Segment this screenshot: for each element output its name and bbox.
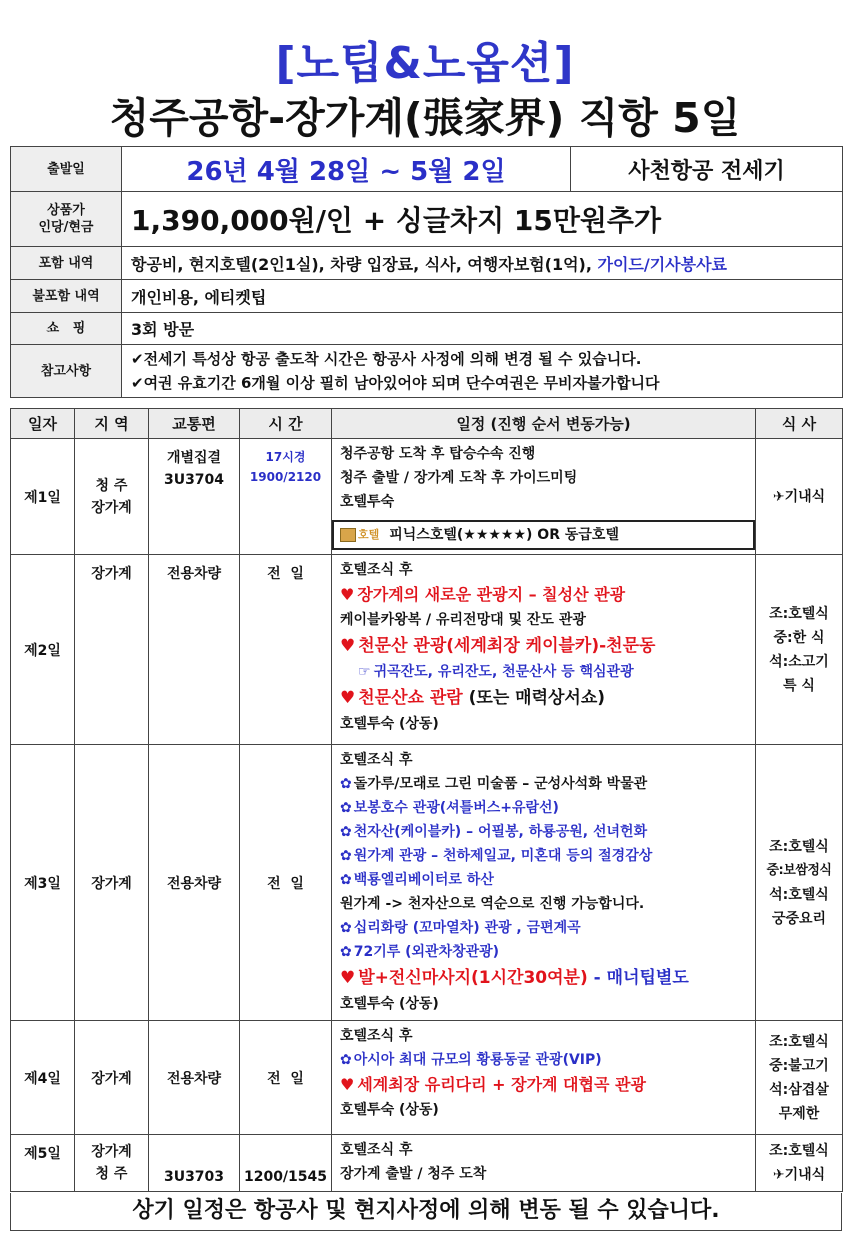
excluded-row [11, 280, 843, 313]
meal-line: 궁중요리 [771, 910, 827, 927]
schedule-line: ✿ 십리화랑 (꼬마열차) 관광 , 금편계곡 [340, 920, 581, 936]
meal-line: ✈기내식 [772, 1167, 826, 1183]
day-schedule [332, 555, 756, 745]
schedule-line-highlight: ♥ 천문산 관광(세계최장 케이블카)-천문동 [340, 636, 656, 656]
day-transport: 3U3703 [149, 1135, 240, 1192]
day-4-row [11, 1021, 843, 1135]
meal-line: 중:한 식 [773, 629, 825, 646]
schedule-line-highlight: ♥ 장가계의 새로운 관광지 – 칠성산 관광 [340, 585, 626, 604]
heart-icon: ♥ [340, 968, 356, 988]
schedule-line: ✿ 돌가루/모래로 그린 미술품 – 군성사석화 박물관 [340, 776, 648, 792]
schedule-line: ✿ 아시아 최대 규모의 황룡동굴 관광(VIP) [340, 1052, 602, 1068]
day-schedule [332, 1135, 756, 1192]
header-day: 일자 [11, 409, 75, 439]
schedule-line: 호텔투숙 (상동) [340, 716, 439, 732]
meal-line: 무제한 [778, 1105, 820, 1122]
notes-row [11, 345, 843, 398]
itinerary-header-row [11, 409, 843, 439]
time-line: 1900/2120 [249, 470, 322, 484]
meal-line: 조:호텔식 [769, 605, 829, 622]
flower-icon: ✿ [340, 920, 352, 936]
day-transport: 전용차량 [149, 745, 240, 1021]
schedule-line: ✿ 보봉호수 관광(셔틀버스+유람선) [340, 800, 559, 816]
region-line: 장가계 [91, 1144, 132, 1160]
day-region: 장가계 [75, 745, 149, 1021]
schedule-line: 호텔조식 후 [340, 562, 413, 578]
header-schedule: 일정 (진행 순서 변동가능) [332, 409, 756, 439]
header-time: 시 간 [240, 409, 332, 439]
day-label: 제1일 [11, 439, 75, 555]
price-label [11, 192, 122, 247]
price: 1,390,000원/인 + 싱글차지 15만원추가 [122, 192, 843, 247]
meal-line: 조:호텔식 [769, 1033, 829, 1050]
included-row [11, 247, 843, 280]
notes-label: 참고사항 [11, 345, 122, 398]
flower-icon: ✿ [340, 1052, 352, 1068]
day-time: 전 일 [240, 1021, 332, 1135]
included-cell [122, 247, 843, 280]
day-meal [756, 745, 843, 1021]
day-time [240, 439, 332, 555]
day-time: 1200/1545 [240, 1135, 332, 1192]
day-region [75, 1135, 149, 1192]
price-label-line2: 인당/현금 [38, 220, 94, 235]
day-transport: 전용차량 [149, 1021, 240, 1135]
hotel-icon [340, 528, 356, 542]
heart-icon: ♥ [340, 636, 356, 656]
pointing-hand-icon: ☞ [358, 664, 371, 680]
footer-notice: 상기 일정은 항공사 및 현지사정에 의해 변동 될 수 있습니다. [10, 1193, 842, 1231]
meal-line: 석:소고기 [769, 653, 829, 670]
schedule-line-highlight: ♥ 세계최장 유리다리 + 장가계 대협곡 관광 [340, 1075, 646, 1094]
schedule-line: 호텔투숙 [340, 494, 395, 510]
hotel-tag: 호텔 [358, 528, 380, 541]
meal-line: 석:삼겹살 [769, 1081, 829, 1098]
day-transport [149, 439, 240, 555]
day-schedule [332, 1021, 756, 1135]
flower-icon: ✿ [340, 824, 352, 840]
meal-line: 특 식 [783, 677, 815, 694]
flower-icon: ✿ [340, 776, 352, 792]
shopping-label: 쇼 핑 [11, 313, 122, 345]
schedule-line: ✿ 천자산(케이블카) – 어필봉, 하룡공원, 선녀헌화 [340, 824, 648, 840]
day-time: 전 일 [240, 555, 332, 745]
itinerary-table [10, 408, 843, 1192]
transport-line: 개별집결 [166, 450, 222, 466]
schedule-line: ✿ 백룡엘리베이터로 하산 [340, 872, 494, 888]
schedule-line: ✿ 원가계 관광 – 천하제일교, 미혼대 등의 절경감상 [340, 848, 653, 864]
schedule-line: 호텔투숙 (상동) [340, 1102, 439, 1118]
schedule-line: 원가계 -> 천자산으로 역순으로 진행 가능합니다. [340, 896, 645, 912]
shopping-value: 3회 방문 [122, 313, 843, 345]
schedule-line: 호텔조식 후 [340, 1142, 413, 1158]
day-schedule [332, 745, 756, 1021]
day-meal: ✈기내식 [756, 439, 843, 555]
flower-icon: ✿ [340, 872, 352, 888]
day-time: 전 일 [240, 745, 332, 1021]
heart-icon: ♥ [340, 1075, 355, 1094]
included-label: 포함 내역 [11, 247, 122, 280]
meal-line: 석:호텔식 [769, 886, 829, 903]
time-line: 17시경 [265, 450, 306, 464]
departure-label: 출발일 [11, 147, 122, 192]
region-line: 장가계 [91, 499, 132, 516]
excluded-items: 개인비용, 에티켓팁 [122, 280, 843, 313]
price-label-line1: 상품가 [47, 203, 85, 218]
included-highlight: 가이드/기사봉사료 [597, 254, 728, 274]
day-label: 제4일 [11, 1021, 75, 1135]
schedule-line: ✿ 72기루 (외관차창관광) [340, 944, 500, 960]
region-line: 청 주 [95, 477, 128, 494]
flower-icon: ✿ [340, 944, 352, 960]
meal-line: 중:보쌈정식 [766, 862, 832, 878]
schedule-line: 케이블카왕복 / 유리전망대 및 잔도 관광 [340, 612, 586, 628]
heart-icon: ♥ [340, 585, 355, 604]
region-line: 청 주 [95, 1166, 128, 1182]
header-region: 지 역 [75, 409, 149, 439]
note-item: ✔전세기 특성상 항공 출도착 시간은 항공사 사정에 의해 변경 될 수 있습니다. [131, 350, 642, 368]
flower-icon: ✿ [340, 800, 352, 816]
info-table [10, 146, 843, 398]
page-subtitle: 청주공항-장가계(張家界) 직항 5일 [109, 94, 741, 142]
flower-icon: ✿ [340, 848, 352, 864]
day-schedule [332, 439, 756, 555]
schedule-line-point: ☞ 귀곡잔도, 유리잔도, 천문산사 등 핵심관광 [358, 664, 634, 680]
schedule-line: 장가계 출발 / 청주 도착 [340, 1166, 487, 1182]
day-1-row [11, 439, 843, 555]
schedule-line: 호텔조식 후 [340, 752, 413, 768]
notes-cell [122, 345, 843, 398]
header-transport: 교통편 [149, 409, 240, 439]
day-transport: 전용차량 [149, 555, 240, 745]
day-region: 장가계 [75, 555, 149, 745]
day-meal [756, 555, 843, 745]
meal-line: 조:호텔식 [769, 838, 829, 855]
schedule-line: 청주 출발 / 장가계 도착 후 가이드미팅 [340, 470, 578, 486]
shopping-row [11, 313, 843, 345]
day-label: 제3일 [11, 745, 75, 1021]
day-region [75, 439, 149, 555]
schedule-line-highlight: ♥ 천문산쇼 관람 (또는 매력상서쇼) [340, 688, 606, 708]
excluded-label: 불포함 내역 [11, 280, 122, 313]
day-3-row [11, 745, 843, 1021]
hotel-box [332, 520, 755, 550]
hotel-name: 피닉스호텔(★★★★★) OR 동급호텔 [389, 527, 619, 543]
schedule-line-highlight: ♥ 발+전신마사지(1시간30여분) - 매너팁별도 [340, 968, 689, 988]
departure-dates: 26년 4월 28일 ~ 5월 2일 [122, 147, 571, 192]
transport-line: 3U3704 [163, 472, 225, 488]
day-region: 장가계 [75, 1021, 149, 1135]
schedule-line: 호텔조식 후 [340, 1028, 413, 1044]
day-5-row [11, 1135, 843, 1192]
airline: 사천항공 전세기 [571, 147, 843, 192]
schedule-line: 호텔투숙 (상동) [340, 996, 439, 1012]
meal-line: 조:호텔식 [769, 1143, 829, 1159]
included-items: 항공비, 현지호텔(2인1실), 차량 입장료, 식사, 여행자보험(1억), [131, 254, 592, 274]
meal-line: 중:불고기 [769, 1057, 829, 1074]
header-meal: 식 사 [756, 409, 843, 439]
page-title: [노팁&노옵션] [275, 38, 575, 89]
heart-icon: ♥ [340, 688, 356, 708]
day-label: 제5일 [11, 1135, 75, 1192]
day-2-row [11, 555, 843, 745]
day-meal [756, 1135, 843, 1192]
day-label: 제2일 [11, 555, 75, 745]
note-item: ✔여권 유효기간 6개월 이상 필히 남아있어야 되며 단수여권은 무비자불가합니다 [131, 374, 660, 392]
day-meal [756, 1021, 843, 1135]
price-row [11, 192, 843, 247]
schedule-line: 청주공항 도착 후 탑승수속 진행 [340, 446, 536, 462]
departure-row [11, 147, 843, 192]
